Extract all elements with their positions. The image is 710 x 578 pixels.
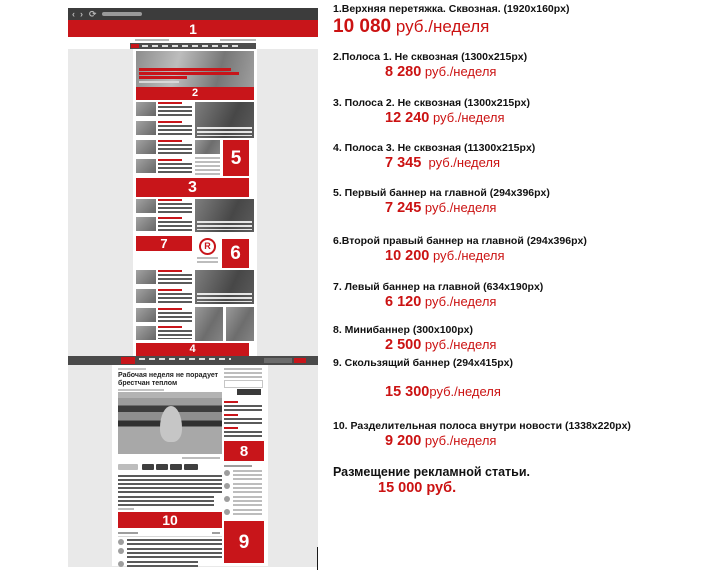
price-item-article xyxy=(333,465,707,496)
sidebar-comment-item[interactable] xyxy=(224,470,262,480)
news-text xyxy=(158,199,192,215)
sidebar-comment-item[interactable] xyxy=(224,496,262,506)
sidebar-comment-text xyxy=(233,509,262,517)
subscribe-input[interactable] xyxy=(224,380,263,388)
refresh-icon[interactable]: ⟳ xyxy=(89,9,97,19)
price-item-4 xyxy=(333,142,707,171)
sidebar-news-item[interactable] xyxy=(224,427,262,438)
avatar xyxy=(224,496,230,502)
header-links xyxy=(135,39,169,41)
news-photo[interactable] xyxy=(226,307,254,341)
price-item-price: 10 080 руб./неделя xyxy=(333,16,490,37)
ad-zone-6 xyxy=(222,239,249,268)
browser-chrome xyxy=(68,8,318,20)
ad-zone-7 xyxy=(136,236,192,251)
news-thumb xyxy=(136,102,156,116)
price-item-price: 7 245 руб./неделя xyxy=(385,200,497,216)
price-item-2 xyxy=(333,51,707,80)
ad-zone-1-label: 1 xyxy=(189,20,197,37)
price-item-3 xyxy=(333,97,707,126)
price-item-8 xyxy=(333,324,707,353)
partner-widget[interactable] xyxy=(195,236,220,266)
price-item-6 xyxy=(333,235,707,264)
ad-zone-10-label: 10 xyxy=(162,512,178,528)
news-thumb xyxy=(136,308,156,322)
sidebar-news-item[interactable] xyxy=(224,401,262,412)
share-button[interactable] xyxy=(184,464,198,470)
cat-silhouette xyxy=(160,406,182,442)
price-item-price: 9 200 руб./неделя xyxy=(385,433,497,449)
ad-zone-4 xyxy=(136,343,249,356)
news-thumb xyxy=(136,270,156,284)
avatar xyxy=(118,561,124,567)
price-item-price: 10 200 руб./неделя xyxy=(385,248,505,264)
ad-zone-6-label: 6 xyxy=(230,243,241,264)
search-input[interactable] xyxy=(264,358,292,363)
hero-photo[interactable] xyxy=(136,51,254,87)
price-item-title: 8. Минибаннер (300x100px) xyxy=(333,324,473,336)
registered-logo-icon: R xyxy=(199,238,216,255)
sidebar-mini-article[interactable] xyxy=(195,140,220,176)
news-text xyxy=(158,102,192,118)
avatar xyxy=(224,483,230,489)
news-item[interactable] xyxy=(136,270,192,286)
avatar xyxy=(224,470,230,476)
price-item-price: 12 240 руб./неделя xyxy=(385,110,505,126)
sidebar-comment-item[interactable] xyxy=(224,483,262,493)
news-thumb xyxy=(136,326,156,340)
news-text xyxy=(158,217,192,233)
hero-headline-bar xyxy=(139,76,187,79)
homepage-content xyxy=(133,49,257,356)
price-item-title: 2.Полоса 1. Не сквозная (1300x215px) xyxy=(333,51,528,63)
avatar xyxy=(224,509,230,515)
news-item[interactable] xyxy=(136,217,192,233)
price-item-title: 4. Полоса 3. Не сквозная (11300x215px) xyxy=(333,142,536,154)
price-item-5 xyxy=(333,187,707,216)
price-item-price: 6 120 руб./неделя xyxy=(385,294,497,310)
price-item-title: 3. Полоса 2. Не сквозная (1300x215px) xyxy=(333,97,531,109)
ad-zone-2 xyxy=(136,87,254,100)
news-thumb xyxy=(136,159,156,173)
back-icon[interactable]: ‹ xyxy=(72,9,75,19)
price-item-10 xyxy=(333,420,707,449)
photo-teaser[interactable] xyxy=(195,102,254,138)
photo-teaser[interactable] xyxy=(195,270,254,304)
comments-sort[interactable] xyxy=(212,532,220,534)
subscribe-button[interactable] xyxy=(237,389,261,395)
news-item[interactable] xyxy=(136,102,192,118)
share-label xyxy=(118,464,138,470)
partner-text xyxy=(197,257,218,265)
news-thumb xyxy=(136,217,156,231)
price-item-title: 7. Левый баннер на главной (634x190px) xyxy=(333,281,544,293)
news-thumb xyxy=(136,121,156,135)
comment-text xyxy=(127,539,222,545)
article-paragraph xyxy=(118,475,222,493)
ad-zone-4-label: 4 xyxy=(189,343,196,355)
news-text xyxy=(158,121,192,137)
news-text xyxy=(158,308,192,324)
sidebar-news-item[interactable] xyxy=(224,414,262,425)
price-item-price: 7 345 руб./неделя xyxy=(385,155,501,171)
news-text xyxy=(158,270,192,286)
sidebar-comment-text xyxy=(233,496,262,506)
news-photo[interactable] xyxy=(195,307,223,341)
price-item-title: 6.Второй правый баннер на главной (294x396px) xyxy=(333,235,587,247)
ad-zone-3 xyxy=(136,178,249,197)
hero-meta xyxy=(139,81,179,83)
avatar xyxy=(118,548,124,554)
article-paragraph xyxy=(118,496,214,506)
news-thumb xyxy=(136,199,156,213)
photo-caption xyxy=(182,457,220,459)
ad-zone-5 xyxy=(223,140,249,176)
site-logo xyxy=(131,44,139,48)
price-item-title: 5. Первый баннер на главной (294x396px) xyxy=(333,187,550,199)
hero-headline-bar xyxy=(139,68,231,71)
mini-article-text xyxy=(195,157,220,175)
news-item[interactable] xyxy=(136,308,192,324)
forward-icon[interactable]: › xyxy=(80,9,83,19)
sidebar-comment-text xyxy=(233,470,262,480)
price-item-price: 8 280 руб./неделя xyxy=(385,64,497,80)
price-item-1 xyxy=(333,3,707,38)
comment-item[interactable] xyxy=(118,561,198,567)
header-pagination xyxy=(220,39,256,41)
price-item-price: 2 500 руб./неделя xyxy=(385,337,497,353)
subscribe-text xyxy=(224,368,262,378)
price-item-title: 10. Разделительная полоса внутри новости (1338x220px) xyxy=(333,420,631,432)
ad-zone-3-label: 3 xyxy=(188,178,197,196)
price-list xyxy=(333,0,707,578)
article-photo-cat xyxy=(118,392,222,454)
comment-text xyxy=(127,548,222,558)
teaser-caption xyxy=(197,293,252,302)
price-item-title: 9. Скользящий баннер (294x415px) xyxy=(333,357,513,369)
price-item-title: Размещение рекламной статьи. xyxy=(333,465,531,479)
price-item-price: 15 300руб./неделя xyxy=(385,384,501,400)
teaser-caption xyxy=(197,127,252,136)
nav-items[interactable] xyxy=(139,358,231,360)
photo-teaser[interactable] xyxy=(195,199,254,232)
ad-zone-9-label: 9 xyxy=(238,531,250,553)
price-item-price: 15 000 руб. xyxy=(378,480,457,496)
breadcrumb[interactable] xyxy=(118,368,146,370)
ad-zone-9 xyxy=(224,521,264,563)
news-item[interactable] xyxy=(136,326,192,341)
sidebar-heading xyxy=(224,465,252,467)
news-item[interactable] xyxy=(136,199,192,215)
mini-article-photo xyxy=(195,140,220,154)
price-item-title: 1.Верхняя перетяжка. Сквозная. (1920x160px) xyxy=(333,3,570,15)
news-text xyxy=(158,159,192,175)
news-item[interactable] xyxy=(136,140,192,156)
comments-header xyxy=(118,532,138,534)
news-thumb xyxy=(136,289,156,303)
ad-zone-1 xyxy=(68,20,318,37)
news-text xyxy=(158,140,192,156)
sidebar-comment-text xyxy=(233,483,262,493)
photo-credit xyxy=(118,508,134,510)
ad-zone-10 xyxy=(118,512,222,528)
article-page-nav[interactable] xyxy=(68,356,318,365)
ad-zone-7-label: 7 xyxy=(160,236,168,251)
share-button[interactable] xyxy=(142,464,154,470)
search-button[interactable] xyxy=(294,358,306,363)
hero-headline-bar xyxy=(139,72,239,75)
ad-zone-8-label: 8 xyxy=(239,442,249,460)
comment-item[interactable] xyxy=(118,539,222,545)
comment-item[interactable] xyxy=(118,548,222,558)
teaser-caption xyxy=(197,221,252,230)
news-item[interactable] xyxy=(136,289,192,305)
site-logo xyxy=(121,357,135,364)
price-item-9 xyxy=(333,357,707,400)
share-button[interactable] xyxy=(156,464,168,470)
share-button[interactable] xyxy=(170,464,182,470)
news-thumb xyxy=(136,140,156,154)
news-item[interactable] xyxy=(136,121,192,137)
cursor-artifact xyxy=(317,547,318,570)
ad-zone-5-label: 5 xyxy=(230,147,242,169)
ad-zone-2-label: 2 xyxy=(191,87,199,99)
nav-items[interactable] xyxy=(142,45,242,47)
avatar xyxy=(118,539,124,545)
comment-text xyxy=(127,561,198,567)
price-item-7 xyxy=(333,281,707,310)
article-page-content xyxy=(112,365,268,566)
news-text xyxy=(158,289,192,305)
sidebar-comment-item[interactable] xyxy=(224,509,262,517)
news-item[interactable] xyxy=(136,159,192,175)
ad-zone-8 xyxy=(224,441,264,461)
address-bar[interactable] xyxy=(102,12,142,16)
divider xyxy=(118,536,222,537)
article-headline: Рабочая неделя не порадует брестчан теплом xyxy=(118,372,219,387)
site-preview xyxy=(68,8,318,570)
news-text xyxy=(158,326,192,341)
article-meta xyxy=(118,389,164,391)
